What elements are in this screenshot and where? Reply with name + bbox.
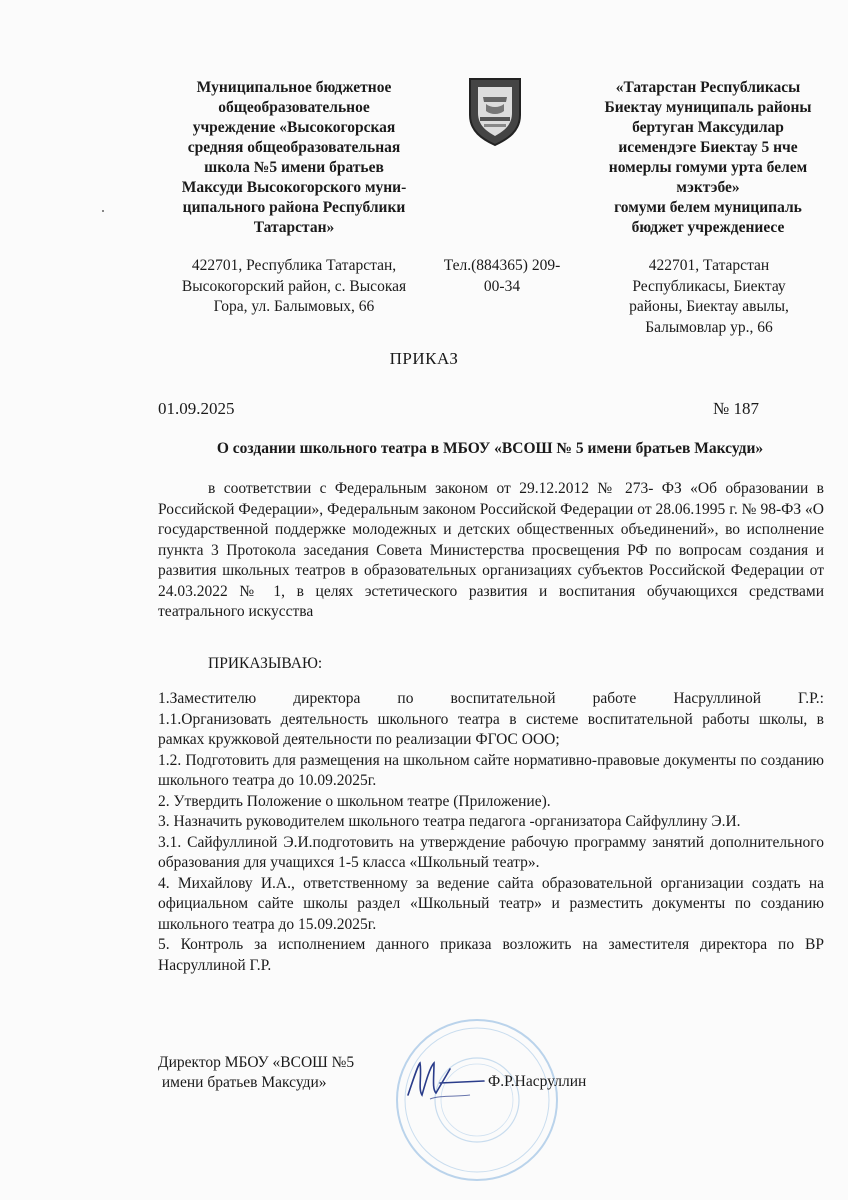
document-number: № 187	[713, 399, 759, 418]
address-line: районы, Биектау авылы,	[629, 298, 789, 315]
address-line: 422701, Республика Татарстан,	[191, 257, 397, 274]
document-subject: О создании школьного театра в МБОУ «ВСОШ № 5 имени братьев Максуди»	[216, 440, 764, 457]
header-right-line: бертуган Максудилар	[632, 119, 784, 136]
address-line: 422701, Татарстан	[648, 257, 770, 274]
order-item: 4. Михайлову И.А., ответственному за ведение сайта образовательной организации создать на официальном сайте школы раздел «Школьный театр» и разместить документы по созданию школьного театра до 15.09.2025г.	[158, 874, 824, 933]
signature-role-line: имени братьев Максуди»	[158, 1074, 327, 1091]
header-left-line: учреждение «Высокогорская	[192, 119, 396, 136]
header-left-line: Максуди Высокогорского муни-	[181, 179, 407, 196]
header-left-line: Муниципальное бюджетное	[196, 79, 392, 96]
signatory-name: Ф.Р.Насруллин	[488, 1073, 587, 1090]
phone-line: 00-34	[483, 277, 521, 295]
order-item: 5. Контроль за исполнением данного приказа возложить на заместителя директора по ВР Насруллиной Г.Р.	[158, 936, 824, 974]
handwritten-signature	[400, 1055, 490, 1110]
order-item: 3.1. Сайфуллиной Э.И.подготовить на утверждение рабочую программу занятий дополнительного образования для учащихся 1-5 класса «Школьный театр».	[158, 833, 824, 871]
orders-label: ПРИКАЗЫВАЮ:	[208, 655, 323, 672]
header-left-line: общеобразовательное	[218, 99, 370, 116]
header-left-line: Татарстан»	[253, 219, 335, 236]
address-line: Балымовлар ур., 66	[645, 318, 773, 336]
preamble	[158, 479, 824, 623]
header-left-org-name	[160, 78, 428, 238]
order-item: 1.1.Организовать деятельность школьного театра в системе воспитательной работы школы, в рамках кружковой деятельности по реализации ФГОС ООО;	[158, 710, 824, 748]
document-title: ПРИКАЗ	[389, 349, 459, 368]
header-right-line: номерлы гомуми урта белем	[608, 159, 808, 176]
header-left-line: ципального района Республики	[182, 199, 406, 216]
header-right-line: «Татарстан Республикасы	[615, 79, 801, 96]
address-left	[160, 256, 428, 318]
header-right-line: гомуми белем муниципаль	[614, 199, 802, 216]
preamble-text: в соответствии с Федеральным законом от 29.12.2012 № 273- ФЗ «Об образовании в Российской Федерации», Федеральным законом Российской Федерации от 28.06.1995 г. № 98-ФЗ «О государственной поддержке молодежных и детских общественных объединений», во исполнение пункта 3 Протокола заседания Совета Министерства просвещения РФ по вопросам создания и развития школьных театров в образовательных организациях субъектов Российской Федерации от 24.03.2022 № 1, в целях эстетического развития и воспитания обучающихся средствами театрального искусства	[158, 480, 824, 620]
header-right-org-name	[588, 78, 828, 238]
address-right	[598, 256, 820, 338]
header-right-line: мэктэбе»	[676, 179, 740, 196]
coat-of-arms-icon	[466, 75, 524, 152]
order-item: 1.2. Подготовить для размещения на школьном сайте нормативно-правовые документы по созданию школьного театра до 10.09.2025г.	[158, 751, 824, 789]
signature-role	[158, 1053, 354, 1093]
header-right-line: исемендэге Биектау 5 нче	[618, 139, 798, 156]
address-line: Гора, ул. Балымовых, 66	[213, 298, 375, 315]
order-item: 2. Утвердить Положение о школьном театре (Приложение).	[158, 792, 551, 810]
order-item: 1.Заместителю директора по воспитательной работе Насруллиной Г.Р.:	[158, 690, 824, 707]
header-right-line: бюджет учреждениесе	[631, 219, 785, 236]
signature-role-line: Директор МБОУ «ВСОШ №5	[158, 1054, 355, 1071]
document-date: 01.09.2025	[158, 399, 235, 418]
scan-speck	[102, 210, 104, 212]
address-line: Республикасы, Биектау	[632, 277, 786, 295]
phone-line: Тел.(884365) 209-	[443, 257, 561, 274]
header-right-line: Биектау муниципаль районы	[604, 99, 812, 116]
address-line: Высокогорский район, с. Высокая	[181, 277, 407, 295]
header-left-line: средняя общеобразовательная	[187, 139, 401, 156]
phone-number	[432, 256, 572, 297]
header-left-line: школа №5 имени братьев	[204, 159, 384, 176]
order-items	[158, 689, 824, 976]
order-item: 3. Назначить руководителем школьного театра педагога -организатора Сайфуллину Э.И.	[158, 813, 741, 830]
